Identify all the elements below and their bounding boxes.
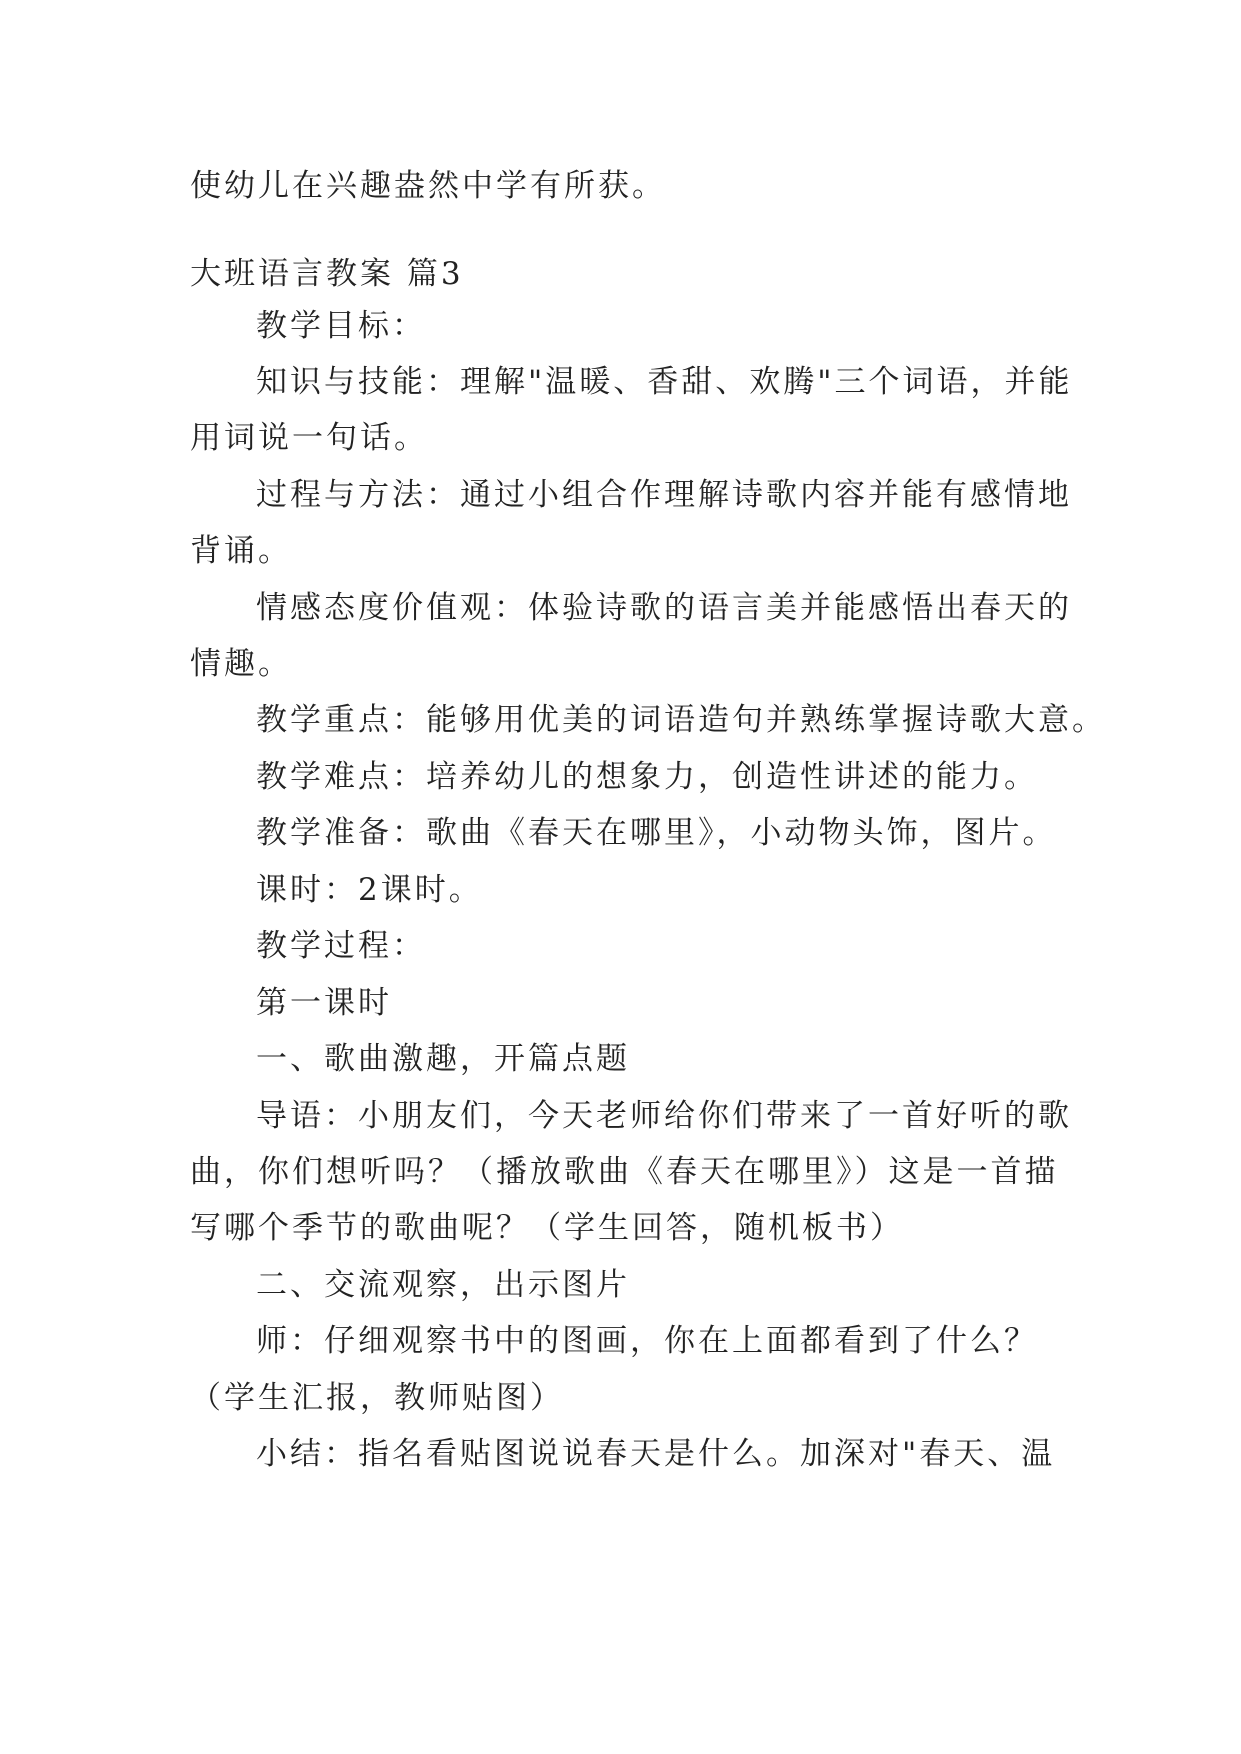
paragraph-line: 第一课时 bbox=[256, 985, 392, 1021]
paragraph-line: 教学重点：能够用优美的词语造句并熟练掌握诗歌大意。 bbox=[256, 702, 1106, 738]
paragraph-line: 背诵。 bbox=[190, 533, 292, 569]
paragraph-line: 导语：小朋友们，今天老师给你们带来了一首好听的歌 bbox=[256, 1098, 1072, 1134]
paragraph-line: 师：仔细观察书中的图画，你在上面都看到了什么？ bbox=[256, 1323, 1038, 1359]
paragraph-line: 教学难点：培养幼儿的想象力，创造性讲述的能力。 bbox=[256, 759, 1038, 795]
paragraph-line: 二、交流观察，出示图片 bbox=[256, 1267, 630, 1303]
paragraph-line: 教学过程： bbox=[256, 928, 426, 964]
paragraph-line: 一、歌曲激趣，开篇点题 bbox=[256, 1041, 630, 1077]
paragraph-line: 写哪个季节的歌曲呢？（学生回答，随机板书） bbox=[190, 1210, 904, 1246]
paragraph-line: 教学目标： bbox=[256, 308, 426, 344]
paragraph-line: 小结：指名看贴图说说春天是什么。加深对"春天、温 bbox=[256, 1436, 1056, 1472]
paragraph-line: 过程与方法：通过小组合作理解诗歌内容并能有感情地 bbox=[256, 477, 1072, 513]
paragraph-line: 用词说一句话。 bbox=[190, 420, 428, 456]
section-heading: 大班语言教案 篇3 bbox=[190, 256, 464, 292]
paragraph-line: 知识与技能：理解"温暖、香甜、欢腾"三个词语，并能 bbox=[256, 364, 1073, 400]
paragraph-line: 教学准备：歌曲《春天在哪里》，小动物头饰，图片。 bbox=[256, 815, 1057, 851]
paragraph-line: 曲，你们想听吗？（播放歌曲《春天在哪里》）这是一首描 bbox=[190, 1154, 1059, 1190]
paragraph-line: 情感态度价值观：体验诗歌的语言美并能感悟出春天的 bbox=[256, 590, 1072, 626]
paragraph-line: 使幼儿在兴趣盎然中学有所获。 bbox=[190, 168, 666, 204]
paragraph-line: 课时：2课时。 bbox=[256, 872, 483, 908]
paragraph-line: 情趣。 bbox=[190, 646, 292, 682]
paragraph-line: （学生汇报，教师贴图） bbox=[190, 1380, 564, 1416]
